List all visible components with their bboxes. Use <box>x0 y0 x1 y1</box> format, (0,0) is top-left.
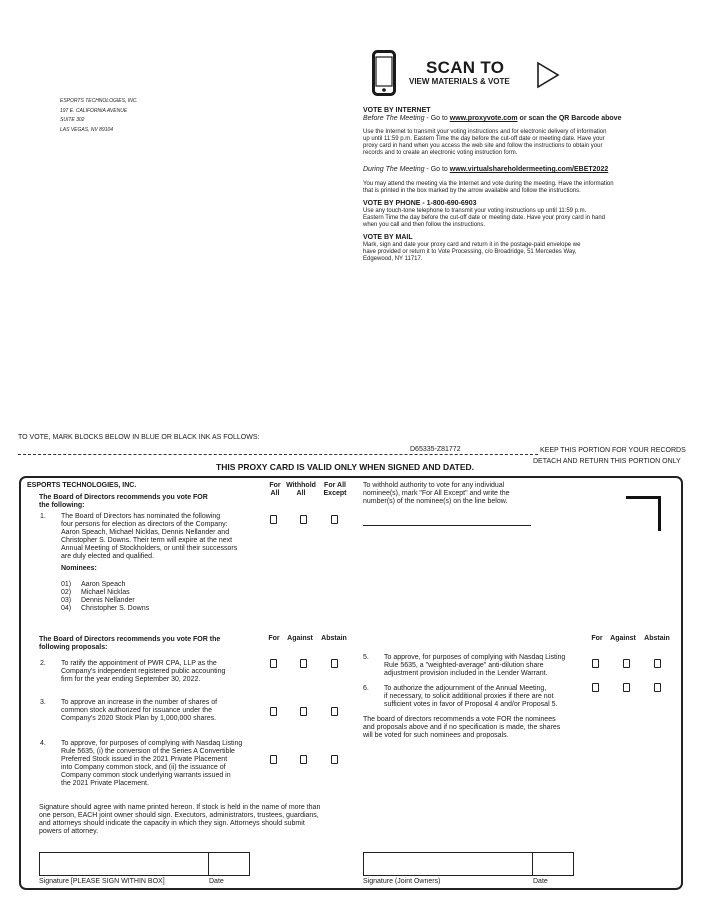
before-text-1: - Go to <box>424 115 450 122</box>
joint-signature-label: Signature (Joint Owners) <box>363 878 441 885</box>
item-1-text <box>61 513 237 573</box>
before-meeting-label: Before The Meeting <box>363 115 425 122</box>
proposal-6-number: 6. <box>363 685 369 692</box>
proposal-line: if necessary, to solicit additional proxies if there are not <box>384 693 554 700</box>
proposal-5-against-checkbox[interactable] <box>623 659 630 668</box>
signature-note <box>39 804 320 836</box>
col-abstain-right: Abstain <box>644 635 670 642</box>
phone-line: Use any touch-tone telephone to transmit your voting instructions up until 11:59 p.m. <box>363 208 587 214</box>
col-label: For All <box>324 482 346 489</box>
item-1-line: Christopher S. Downs. Their term will expire at the next <box>61 537 233 544</box>
date-box[interactable] <box>208 852 250 876</box>
detach-line <box>18 454 538 455</box>
proposal-line: Rule 5635, a "weighted-average" anti-dilution share <box>384 662 544 669</box>
scan-subtitle: VIEW MATERIALS & VOTE <box>409 77 510 86</box>
rec-directors <box>39 494 208 510</box>
item-1-for-all-checkbox[interactable] <box>270 515 277 524</box>
proposal-line: Company's independent registered public accounting <box>61 668 226 675</box>
board-note <box>363 716 560 740</box>
joint-signature-box[interactable] <box>363 852 533 876</box>
item-1-for-all-except-checkbox[interactable] <box>331 515 338 524</box>
phone-line: when you call and then follow the instructions. <box>363 222 486 228</box>
proposal-6-against-checkbox[interactable] <box>623 683 630 692</box>
phone-paragraph <box>363 208 635 229</box>
col-label: Except <box>323 490 347 497</box>
valid-notice: THIS PROXY CARD IS VALID ONLY WHEN SIGNED AND DATED. <box>216 462 475 472</box>
proposal-2-text <box>61 660 225 684</box>
nominee-number: 01) <box>61 581 72 588</box>
col-against-right: Against <box>610 635 636 642</box>
item-1-line: Aaron Speach, Michael Nicklas, Dennis Nellander and <box>61 529 230 536</box>
keep-portion: KEEP THIS PORTION FOR YOUR RECORDS <box>540 447 686 454</box>
rec-line: the following: <box>39 502 85 509</box>
internet-line: proxy card in hand when you access the web site and follow the instructions to obtain your <box>363 143 603 149</box>
mail-paragraph <box>363 242 635 263</box>
voting-instructions <box>363 107 635 263</box>
internet-line: records and to create an electronic voting instruction form. <box>363 150 518 156</box>
proposal-2-for-checkbox[interactable] <box>270 659 277 668</box>
return-street: 197 E. CALIFORNIA AVENUE <box>60 107 128 114</box>
proposal-line: Preferred Stock issued in the 2021 Private Placement <box>61 756 228 763</box>
signature-note-line: powers of attorney. <box>39 828 99 835</box>
item-1-line: four persons for election as directors of the Company: <box>61 521 228 528</box>
signature-note-line: and attorneys should indicate the capacity in which they sign. Attorneys should submit <box>39 820 305 827</box>
date-label: Date <box>209 878 224 885</box>
col-label: All <box>270 490 280 497</box>
proposal-line: To approve, for purposes of complying with Nasdaq Listing <box>384 654 566 661</box>
return-city: LAS VEGAS, NV 89104 <box>60 126 114 133</box>
col-label: Withhold <box>286 482 316 489</box>
proposal-5-abstain-checkbox[interactable] <box>654 659 661 668</box>
proposal-line: To ratify the appointment of PWR CPA, LLP as the <box>61 660 217 667</box>
card-company: ESPORTS TECHNOLOGIES, INC. <box>27 482 137 489</box>
proposal-line: To approve an increase in the number of shares of <box>61 699 218 706</box>
proposal-line: into Company common stock, and (ii) the issuance of <box>61 764 226 771</box>
proposal-3-against-checkbox[interactable] <box>300 707 307 716</box>
mail-line: Mark, sign and date your proxy card and return it in the postage-paid envelope we <box>363 242 581 248</box>
nominee-number: 02) <box>61 589 72 596</box>
joint-date-box[interactable] <box>532 852 574 876</box>
proposal-5-number: 5. <box>363 654 369 661</box>
mail-line: Edgewood, NY 11717. <box>363 256 423 262</box>
proposal-line: common stock authorized for issuance under the <box>61 707 212 714</box>
item-1-number: 1. <box>40 513 46 520</box>
withhold-line: nominee(s), mark "For All Except" and write the <box>363 490 510 497</box>
col-withhold-all <box>284 482 318 498</box>
nominee-item <box>61 605 149 613</box>
vote-phone-heading: VOTE BY PHONE - 1-800-690-6903 <box>363 200 477 207</box>
board-note-line: will be voted for such nominees and proposals. <box>363 732 509 739</box>
board-note-line: and proposals above and if no specification is made, the shares <box>363 724 561 731</box>
proposal-line: To approve, for purposes of complying with Nasdaq Listing <box>61 740 243 747</box>
nominee-item <box>61 581 149 589</box>
before-text-2: or scan the QR Barcode above <box>517 115 622 122</box>
col-label: All <box>296 490 306 497</box>
internet-paragraph <box>363 129 635 157</box>
before-meeting-line <box>363 115 635 123</box>
proposal-4-text <box>61 740 242 788</box>
board-note-line: The board of directors recommends a vote FOR the nominees <box>363 716 556 723</box>
proposal-3-text <box>61 699 217 723</box>
scan-title: SCAN TO <box>426 58 505 77</box>
proposal-line: adjustment provision included in the Lender Warrant. <box>384 670 548 677</box>
nominee-item <box>61 597 149 605</box>
during-line: You may attend the meeting via the Internet and vote during the meeting. Have the information <box>363 181 614 187</box>
proposal-line: Company common stock underlying warrants issued in <box>61 772 231 779</box>
mark-instructions: TO VOTE, MARK BLOCKS BELOW IN BLUE OR BLACK INK AS FOLLOWS: <box>18 434 260 441</box>
during-text: - Go to <box>424 166 450 173</box>
proposal-line: firm for the year ending September 30, 2022. <box>61 676 201 683</box>
proposal-5-text <box>384 654 565 678</box>
rec-line: The Board of Directors recommends you vote FOR <box>39 494 208 501</box>
proposal-3-abstain-checkbox[interactable] <box>331 707 338 716</box>
col-abstain: Abstain <box>321 635 347 642</box>
internet-line: Use the Internet to transmit your voting instructions and for electronic delivery of information <box>363 129 607 135</box>
arrow-icon <box>536 61 560 89</box>
proposal-4-against-checkbox[interactable] <box>300 755 307 764</box>
nominee-name: Dennis Nellander <box>81 597 135 604</box>
col-for-right: For <box>591 635 603 642</box>
rec-proposals <box>39 636 220 652</box>
vote-internet-heading: VOTE BY INTERNET <box>363 107 431 114</box>
return-address <box>60 97 138 135</box>
proposal-3-number: 3. <box>40 699 46 706</box>
nominee-number: 04) <box>61 605 72 612</box>
return-suite: SUITE 302 <box>60 117 85 123</box>
withhold-instructions <box>363 482 510 506</box>
proposal-6-text <box>384 685 557 709</box>
mail-line: have provided or return it to Vote Processing, c/o Broadridge, 51 Mercedes Way, <box>363 249 577 255</box>
detach-portion: DETACH AND RETURN THIS PORTION ONLY <box>533 458 681 465</box>
during-line: that is printed in the box marked by the arrow available and follow the instructions. <box>363 188 581 194</box>
col-against: Against <box>287 635 313 642</box>
proposal-3-for-checkbox[interactable] <box>270 707 277 716</box>
proposal-6-abstain-checkbox[interactable] <box>654 683 661 692</box>
nominee-name: Michael Nicklas <box>81 589 130 596</box>
phone-icon <box>372 50 396 96</box>
proxyvote-link[interactable]: www.proxyvote.com <box>449 115 518 122</box>
col-for: For <box>268 635 280 642</box>
proposal-4-for-checkbox[interactable] <box>270 755 277 764</box>
nominee-exception-line[interactable] <box>363 525 531 526</box>
signature-box[interactable] <box>39 852 209 876</box>
virtual-meeting-link[interactable]: www.virtualshareholdermeeting.com/EBET2022 <box>449 166 609 173</box>
withhold-line: number(s) of the nominee(s) on the line below. <box>363 498 508 505</box>
signature-label: Signature [PLEASE SIGN WITHIN BOX] <box>39 878 165 885</box>
rec-line: The Board of Directors recommends you vote FOR the <box>39 636 221 643</box>
proposal-line: To authorize the adjournment of the Annual Meeting, <box>384 685 547 692</box>
phone-line: Eastern Time the day before the cut-off date or meeting date. Have your proxy card in hand <box>363 215 606 221</box>
col-for-all-except <box>319 482 351 498</box>
during-meeting-line <box>363 166 635 174</box>
proposal-5-for-checkbox[interactable] <box>592 659 599 668</box>
return-company: ESPORTS TECHNOLOGIES, INC. <box>60 98 138 104</box>
proposal-2-against-checkbox[interactable] <box>300 659 307 668</box>
internet-line: up until 11:59 p.m. Eastern Time the day before the cut-off date or meeting date. Have your <box>363 136 605 142</box>
proposal-6-for-checkbox[interactable] <box>592 683 599 692</box>
proposal-4-abstain-checkbox[interactable] <box>331 755 338 764</box>
nominee-number: 03) <box>61 597 72 604</box>
corner-mark <box>626 496 661 531</box>
nominee-list <box>61 581 149 613</box>
proposal-4-number: 4. <box>40 740 46 747</box>
proposal-line: Company's 2020 Stock Plan by 1,000,000 shares. <box>61 715 217 722</box>
col-label: For <box>269 482 281 489</box>
rec-line: following proposals: <box>39 644 108 651</box>
signature-note-line: Signature should agree with name printed hereon. If stock is held in the name of more than <box>39 804 321 811</box>
during-meeting-label: During The Meeting <box>363 166 425 173</box>
withhold-line: To withhold authority to vote for any individual <box>363 482 505 489</box>
during-paragraph <box>363 181 635 195</box>
nominee-name: Christopher S. Downs <box>81 605 150 612</box>
proposal-line: the 2021 Private Placement. <box>61 780 149 787</box>
item-1-line: Annual Meeting of Stockholders, or until their successors <box>61 545 238 552</box>
signature-note-line: one person, EACH joint owner should sign. Executors, administrators, trustees, guardians, <box>39 812 319 819</box>
vote-mail-heading: VOTE BY MAIL <box>363 234 413 241</box>
proposal-line: sufficient votes in favor of Proposal 4 and/or Proposal 5. <box>384 701 558 708</box>
item-1-line: are duly elected and qualified. <box>61 553 155 560</box>
proposal-line: Rule 5635, (i) the conversion of the Series A Convertible <box>61 748 235 755</box>
nominees-label: Nominees: <box>61 565 97 572</box>
nominee-item <box>61 589 149 597</box>
item-1-line: The Board of Directors has nominated the following <box>61 513 221 520</box>
proposal-2-abstain-checkbox[interactable] <box>331 659 338 668</box>
proposal-2-number: 2. <box>40 660 46 667</box>
nominee-name: Aaron Speach <box>81 581 126 588</box>
control-number: D65335-Z81772 <box>410 446 461 453</box>
joint-date-label: Date <box>533 878 548 885</box>
item-1-withhold-all-checkbox[interactable] <box>300 515 307 524</box>
